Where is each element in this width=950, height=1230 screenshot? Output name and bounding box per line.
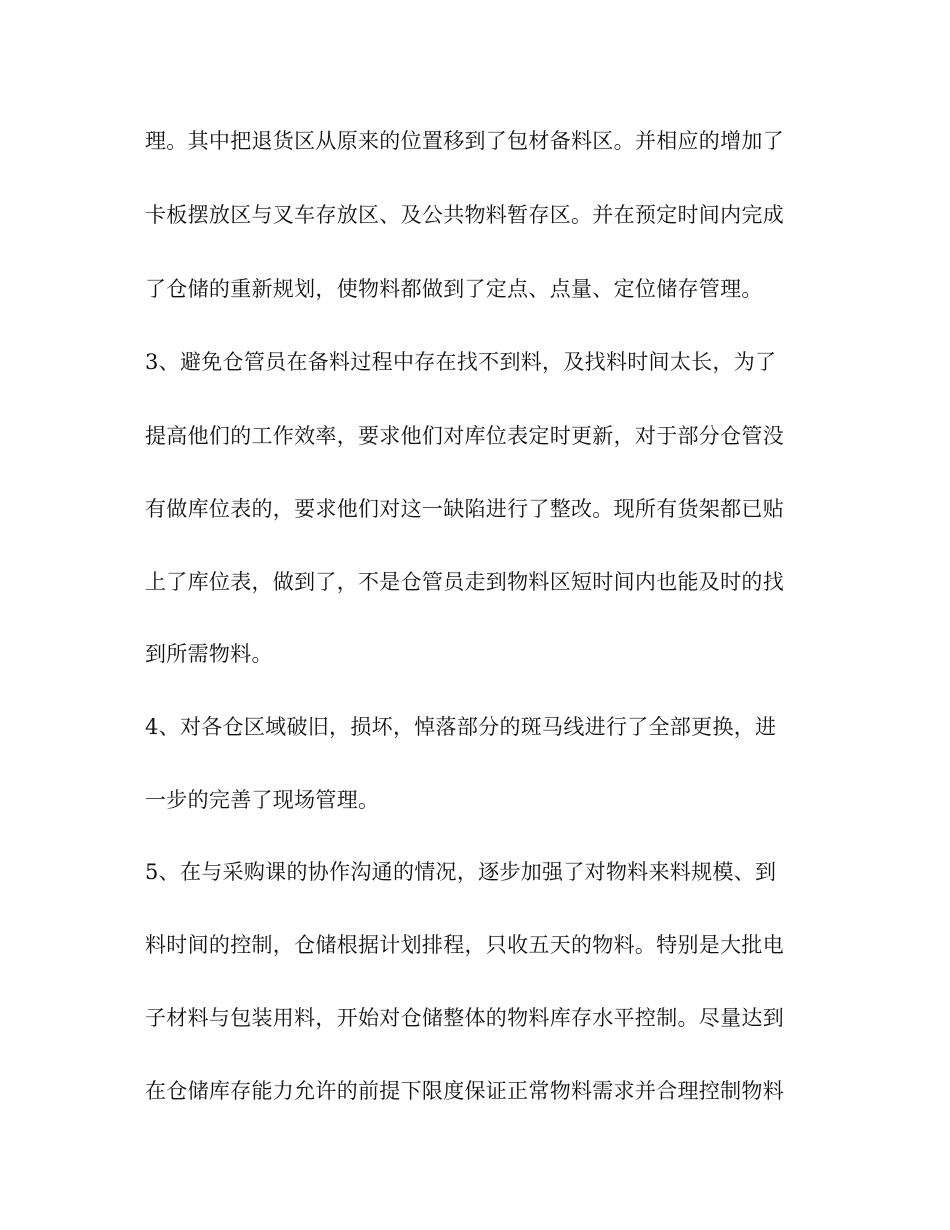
text-line: 上了库位表，做到了，不是仓管员走到物料区短时间内也能及时的找 (145, 570, 784, 594)
text-line: 4、对各仓区域破旧，损坏，悼落部分的斑马线进行了全部更换，进 (145, 715, 777, 739)
text-line: 料时间的控制，仓储根据计划排程，只收五天的物料。特别是大批电 (145, 933, 784, 957)
text-line: 提高他们的工作效率，要求他们对库位表定时更新，对于部分仓管没 (145, 424, 784, 448)
text-line: 在仓储库存能力允许的前提下限度保证正常物料需求并合理控制物料 (145, 1079, 784, 1103)
text-line: 卡板摆放区与叉车存放区、及公共物料暂存区。并在预定时间内完成 (145, 203, 784, 227)
text-line: 到所需物料。 (145, 642, 273, 666)
text-line: 一步的完善了现场管理。 (145, 788, 380, 812)
text-line: 理。其中把退货区从原来的位置移到了包材备料区。并相应的增加了 (145, 129, 784, 153)
text-line: 5、在与采购课的协作沟通的情况，逐步加强了对物料来料规模、到 (145, 860, 777, 884)
text-line: 子材料与包装用料，开始对仓储整体的物料库存水平控制。尽量达到 (145, 1006, 784, 1030)
text-line: 了仓储的重新规划，使物料都做到了定点、点量、定位储存管理。 (145, 277, 763, 301)
text-line: 3、避免仓管员在备料过程中存在找不到料，及找料时间太长，为了 (145, 350, 777, 374)
text-line: 有做库位表的，要求他们对这一缺陷进行了整改。现所有货架都已贴 (145, 497, 784, 521)
